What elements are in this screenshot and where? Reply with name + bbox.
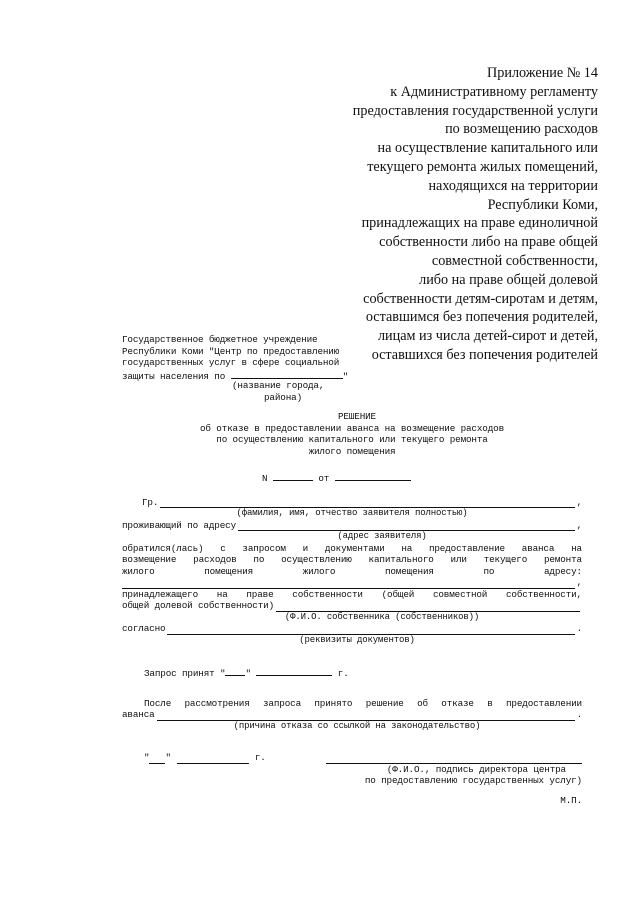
institution-line-3: государственных услуг в сфере социальной [122, 357, 340, 368]
appendix-line: совместной собственности, [431, 252, 598, 269]
premises-address-line [122, 577, 582, 589]
district-caption: района) [264, 391, 303, 403]
premises-line [122, 566, 582, 578]
advance-line [122, 709, 582, 721]
number-label: N [262, 473, 268, 484]
word: запросом [242, 542, 286, 554]
word: (общей [381, 588, 415, 600]
word: ремонта [543, 554, 582, 565]
premises-line-end: , [576, 577, 582, 588]
documents-field[interactable] [167, 625, 574, 635]
appendix-line: оставшихся без попечения родителей [371, 346, 598, 363]
appendix-line: Республики Коми, [487, 196, 598, 213]
appendix-line: либо на праве общей долевой [419, 271, 598, 288]
appendix-line: принадлежащих на праве единоличной [361, 215, 598, 232]
director-caption-1: (Ф.И.О., подпись директора центра [386, 763, 566, 775]
advance-end: . [576, 709, 582, 720]
institution-line-4 [122, 369, 582, 381]
owner-caption: (Ф.И.О. собственника (собственников)) [284, 611, 480, 622]
word: собственности, [505, 588, 582, 600]
word: капитального [368, 554, 434, 565]
reimbursement-line [122, 554, 582, 566]
word: принято [314, 697, 353, 709]
refusal-reason-field[interactable] [157, 711, 575, 721]
appendix-line: оставшимся без попечения родителей, [365, 309, 598, 326]
decision-subtitle-1: об отказе в предоставлении аванса на возмещение расходов [199, 422, 505, 434]
citizen-label: Гр. [142, 496, 159, 508]
city-caption: (название города, [232, 380, 325, 391]
address-field[interactable] [238, 521, 575, 531]
word: запроса [263, 697, 302, 709]
address-caption: (адрес заявителя) [337, 531, 427, 541]
word: После [144, 697, 172, 709]
after-review-line [122, 698, 582, 710]
word: по [253, 554, 265, 565]
word: документами [324, 542, 385, 554]
sign-day-field[interactable] [149, 754, 165, 764]
sign-quote-open: " [144, 752, 150, 763]
citizen-end: , [576, 496, 582, 508]
address-line [122, 520, 582, 532]
according-label: согласно [122, 623, 166, 634]
sign-quote-close: " [165, 752, 171, 763]
according-end: . [576, 623, 582, 634]
word: отказе [441, 697, 474, 709]
word: в [487, 697, 493, 709]
accepted-label: Запрос принят [144, 668, 215, 679]
city-field[interactable] [231, 369, 343, 379]
word: и [302, 542, 309, 554]
appendix-heading [298, 64, 598, 365]
word: решение [365, 697, 404, 709]
number-date-line [122, 471, 582, 483]
accepted-quote-close: " [245, 668, 251, 679]
director-signature-field[interactable] [326, 754, 582, 764]
word: помещения [384, 565, 434, 577]
word: рассмотрения [184, 697, 250, 709]
word: на [216, 588, 228, 600]
appendix-line: Приложение № 14 [487, 65, 598, 81]
appendix-line: по возмещению расходов [445, 121, 598, 138]
appendix-line: находящихся на территории [428, 177, 598, 194]
reason-caption: (причина отказа со ссылкой на законодательство) [233, 720, 481, 731]
director-caption-2: по предоставлению государственных услуг) [364, 775, 582, 786]
appendix-line: предоставления государственной услуги [352, 102, 598, 119]
premises-address-field[interactable] [122, 579, 575, 589]
number-field[interactable] [273, 471, 313, 481]
date-field[interactable] [335, 471, 411, 481]
word: текущего [483, 554, 528, 565]
word: расходов [193, 554, 237, 565]
decision-form [122, 334, 582, 806]
word: на [401, 542, 413, 554]
word: адресу: [543, 565, 582, 577]
appendix-line: текущего ремонта жилых помещений, [367, 158, 598, 175]
appendix-line: на осуществление капитального или [377, 140, 598, 157]
word: осуществлению [281, 554, 352, 565]
word: помещения [204, 565, 254, 577]
citizen-name-field[interactable] [160, 498, 574, 508]
accepted-year-label: г. [337, 668, 349, 679]
institution-line-2: Республики Коми "Центр по предоставлению [122, 345, 340, 357]
institution-line-1: Государственное бюджетное учреждение [122, 334, 318, 345]
signature-line [122, 752, 582, 764]
advance-label: аванса [122, 709, 155, 720]
shared-ownership-line [122, 600, 582, 612]
word: об [417, 697, 428, 709]
decision-title: РЕШЕНИЕ [337, 411, 376, 422]
word: возмещение [122, 554, 177, 565]
word: праве [246, 588, 274, 600]
decision-subtitle-2: по осуществлению капитального или текущего ремонта [216, 434, 488, 445]
owner-name-field[interactable] [276, 602, 580, 612]
appendix-line: к Административному регламенту [390, 83, 598, 100]
word: аванса [521, 542, 555, 554]
shared-ownership-label: общей долевой собственности) [122, 600, 275, 611]
sign-year-label: г. [254, 752, 266, 763]
appendix-line: собственности либо на праве общей [379, 234, 598, 251]
citizen-line [122, 497, 582, 509]
word: принадлежащего [122, 588, 199, 600]
sign-month-field[interactable] [177, 754, 249, 764]
documents-caption: (реквизиты документов) [299, 634, 415, 645]
word: по [483, 565, 495, 577]
word: или [450, 554, 467, 565]
date-label: от [318, 473, 330, 484]
word: совместной [432, 588, 488, 600]
decision-subtitle-3: жилого помещения [308, 445, 396, 457]
accepted-month-field[interactable] [256, 666, 332, 676]
address-end: , [576, 519, 582, 531]
word: собственности [292, 588, 363, 600]
word: жилого [302, 565, 336, 577]
appendix-line: собственности детям-сиротам и детям, [363, 290, 598, 307]
citizen-caption: (фамилия, имя, отчество заявителя полностью) [236, 508, 468, 518]
word: на [571, 542, 582, 554]
word: предоставление [428, 542, 505, 554]
appendix-line: лицам из числа детей-сирот и детей, [377, 328, 598, 345]
word: обратился(лась) [122, 542, 204, 554]
according-line [122, 623, 582, 635]
stamp-label: М.П. [560, 794, 582, 806]
ownership-line [122, 589, 582, 601]
accepted-quote-open: " [220, 668, 226, 679]
institution-city-prefix: защиты населения по [122, 370, 226, 382]
word: с [220, 542, 226, 554]
word: жилого [122, 565, 155, 577]
institution-city-suffix: " [342, 370, 349, 382]
address-label: проживающий по адресу [122, 519, 237, 531]
word: предоставлении [505, 697, 582, 709]
accepted-day-field[interactable] [225, 666, 245, 676]
accepted-line [122, 666, 582, 678]
applied-line [122, 543, 582, 555]
